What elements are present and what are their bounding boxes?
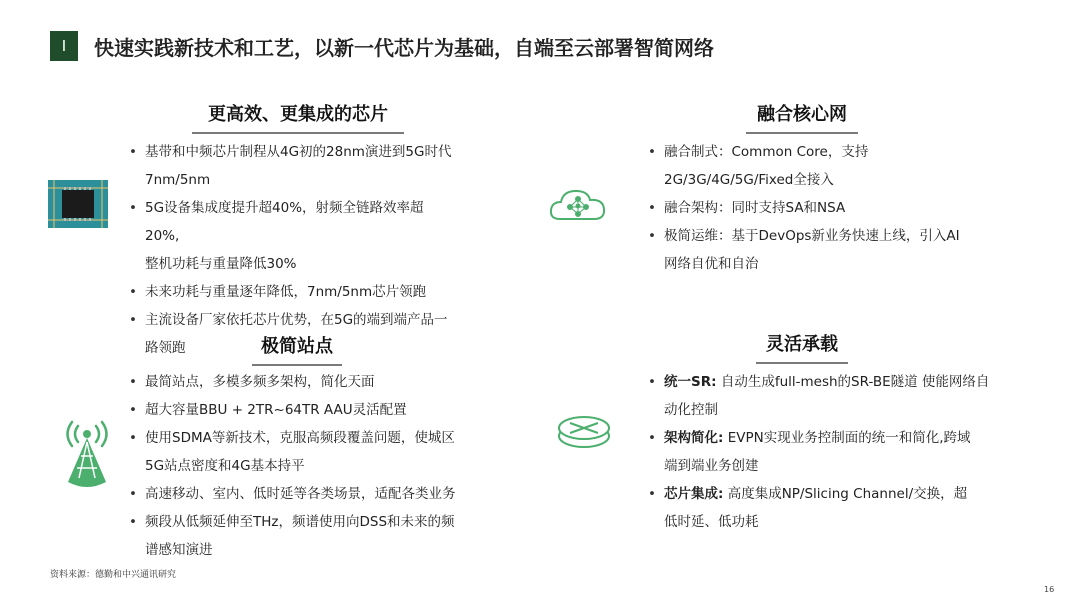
section-title-chip-text: 更高效、更集成的芯片 — [208, 104, 388, 125]
section-title-site-text: 极简站点 — [261, 336, 333, 357]
list-item: 路领跑 — [145, 340, 186, 356]
antenna-tower-icon — [60, 420, 114, 496]
section-title-site — [252, 332, 342, 358]
list-item: • 主流设备厂家依托芯片优势，在5G的端到端产品一 — [127, 306, 517, 334]
list-item — [646, 396, 1056, 424]
list-item: 5G站点密度和4G基本持平 — [145, 458, 305, 474]
list-item-text: 自动生成full-mesh的SR-BE隧道 使能网络自 — [716, 374, 990, 390]
list-item: • 高速移动、室内、低时延等各类场景，适配各类业务 — [127, 480, 527, 508]
list-item-text: 端到端业务创建 — [664, 458, 759, 474]
list-item: • 最简站点，多模多频多架构，简化天面 — [127, 368, 527, 396]
core-list — [646, 138, 1056, 278]
list-item-text: 低时延、低功耗 — [664, 514, 759, 530]
bearer-list — [646, 368, 1056, 536]
section-title-underline — [252, 364, 342, 366]
list-item: 网络自优和自治 — [664, 256, 759, 272]
title-badge: I — [50, 31, 78, 61]
list-item — [646, 424, 1056, 452]
section-title-core — [746, 100, 858, 126]
list-item — [646, 368, 1056, 396]
list-item: • 融合制式：Common Core，支持 — [646, 138, 1056, 166]
cloud-network-icon — [548, 185, 608, 229]
list-item-text: 动化控制 — [664, 402, 718, 418]
list-item-text: 高度集成NP/Slicing Channel/交换，超 — [723, 486, 968, 502]
list-item — [646, 480, 1056, 508]
list-item: • 未来功耗与重量逐年降低，7nm/5nm芯片领跑 — [127, 278, 517, 306]
list-item: • 超大容量BBU + 2TR~64TR AAU灵活配置 — [127, 396, 527, 424]
list-item: • 基带和中频芯片制程从4G初的28nm演进到5G时代 — [127, 138, 517, 166]
list-item-label: 统一SR: — [664, 374, 717, 390]
section-title-underline — [192, 132, 404, 134]
page-title: 快速实践新技术和工艺，以新一代芯片为基础，自端至云部署智简网络 — [94, 36, 714, 60]
section-title-bearer-text: 灵活承载 — [766, 334, 838, 355]
list-item — [646, 508, 1056, 536]
list-item: 整机功耗与重量降低30% — [145, 256, 297, 272]
source-note: 资料来源：德勤和中兴通讯研究 — [50, 570, 177, 580]
chip-icon — [48, 180, 108, 232]
section-title-chip — [192, 100, 404, 126]
list-item-text: EVPN实现业务控制面的统一和简化,跨域 — [723, 430, 971, 446]
page-number: 16 — [1044, 585, 1055, 594]
list-item: 谱感知演进 — [145, 542, 213, 558]
section-title-bearer — [756, 330, 848, 356]
list-item — [646, 452, 1056, 480]
section-title-core-text: 融合核心网 — [757, 104, 847, 125]
chip-list — [127, 138, 517, 362]
list-item: 2G/3G/4G/5G/Fixed全接入 — [664, 172, 834, 188]
list-item: • 频段从低频延伸至THz，频谱使用向DSS和未来的频 — [127, 508, 527, 536]
router-icon — [556, 414, 612, 454]
list-item: 7nm/5nm — [145, 172, 211, 188]
list-item-label: 芯片集成: — [664, 486, 724, 502]
site-list — [127, 368, 527, 564]
section-title-underline — [746, 132, 858, 134]
section-title-underline — [756, 362, 848, 364]
list-item: • 5G设备集成度提升超40%，射频全链路效率超 — [127, 194, 517, 222]
list-item: 20%, — [145, 228, 180, 244]
list-item: • 使用SDMA等新技术，克服高频段覆盖问题，使城区 — [127, 424, 527, 452]
list-item: • 融合架构：同时支持SA和NSA — [646, 194, 1056, 222]
list-item: • 极简运维：基于DevOps新业务快速上线，引入AI — [646, 222, 1056, 250]
list-item-label: 架构简化: — [664, 430, 724, 446]
